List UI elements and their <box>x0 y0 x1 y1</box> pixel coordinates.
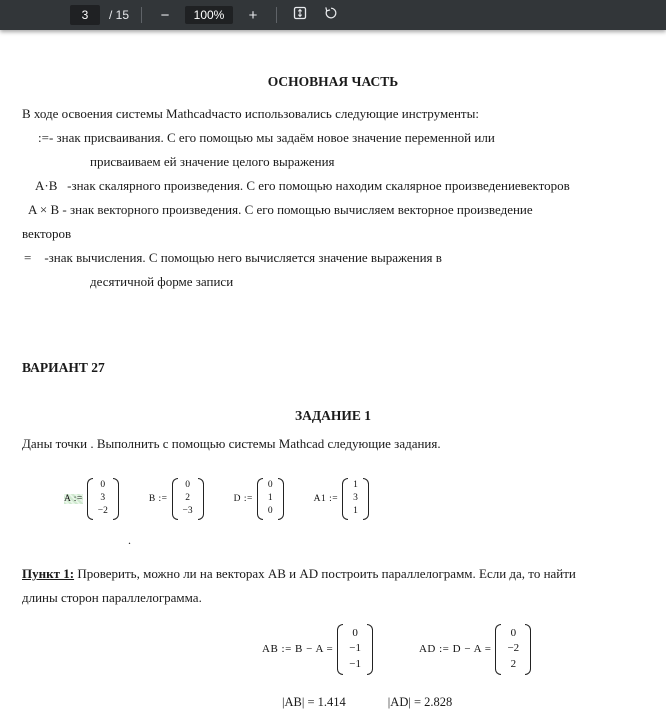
tool-line-assign: :=- знак присваивания. С его помощью мы задаём новое значение переменной или <box>38 130 495 145</box>
matrix-B <box>149 478 204 520</box>
point1-paragraph-2: длины сторон параллелограмма. <box>22 589 202 605</box>
paren-right <box>363 478 369 520</box>
fit-to-page-button[interactable] <box>289 4 311 26</box>
intro-paragraph: В ходе освоения системы Mathcadчасто использовались следующие инструменты: <box>22 106 479 121</box>
matrix-cell: 1 <box>267 492 273 503</box>
zoom-in-button[interactable]: + <box>242 4 264 26</box>
zoom-level-display: 100% <box>185 6 233 24</box>
matrix-D-label: D := <box>233 493 253 504</box>
matrix-cell: −3 <box>182 505 193 516</box>
matrix-cell: 0 <box>267 480 273 490</box>
tool-line-cross-2: векторов <box>22 226 72 241</box>
toolbar-divider <box>141 7 142 23</box>
point1-paragraph <box>22 562 644 586</box>
matrix-cell: 0 <box>267 505 273 516</box>
matrix-cell: 2 <box>185 492 190 503</box>
page-number-input[interactable] <box>70 5 100 25</box>
matrix-cell: −1 <box>349 658 361 671</box>
matrix-cell: −2 <box>97 505 108 516</box>
matrix-cell: 2 <box>510 658 517 671</box>
tool-line-assign-2: присваиваем ей значение целого выражения <box>90 154 335 169</box>
magnitude-AD: |AD| = 2.828 <box>387 694 453 709</box>
point1-text: Проверить, можно ли на векторах AB и AD построить параллелограмм. Если да, то найти <box>74 565 576 581</box>
rotate-counterclockwise-icon <box>324 6 338 24</box>
magnitude-AB: |AB| = 1.414 <box>282 694 346 709</box>
toolbar-divider <box>276 7 277 23</box>
matrix-cell: 3 <box>353 492 358 503</box>
matrix-A-label: A := <box>64 493 83 504</box>
tool-line-cross: A × B - знак векторного произведения. С его помощью вычисляем векторное произведение <box>28 202 533 217</box>
variant-heading: ВАРИАНТ 27 <box>22 360 105 375</box>
pdf-page <box>0 30 666 710</box>
stray-mark: . <box>128 532 131 547</box>
vector-equations <box>262 624 644 675</box>
matrix-cell: 0 <box>352 626 358 639</box>
page-total-label: / 15 <box>109 8 130 22</box>
rotate-button[interactable] <box>320 4 342 26</box>
tool-line-evaluate: = -знак вычисления. С помощью него вычисляется значение выражения в <box>24 250 442 265</box>
paren-right <box>525 624 531 675</box>
matrix-cell: 0 <box>100 480 106 490</box>
vector-magnitudes <box>282 695 644 710</box>
pdf-toolbar <box>0 0 666 30</box>
matrix-B-label: B := <box>148 493 168 504</box>
tool-line-dot-product: A·B -знак скалярного произведения. С его помощью находим скалярное произведениевекторов <box>35 178 570 193</box>
matrix-cell: 1 <box>353 505 358 516</box>
task-intro: Даны точки . Выполнить с помощью системы Mathcad следующие задания. <box>22 436 441 451</box>
paren-right <box>278 478 284 520</box>
point-definitions <box>64 478 644 520</box>
paren-right <box>367 624 373 675</box>
matrix-cell: 0 <box>510 626 517 639</box>
equation-AB-label: AB := B − A = <box>262 643 334 656</box>
matrix-A1 <box>314 478 369 520</box>
equation-AD-label: AD := D − A = <box>418 643 492 656</box>
matrix-A <box>64 478 119 520</box>
matrix-cell: −1 <box>349 642 361 655</box>
equation-AB <box>262 624 373 675</box>
equation-AD <box>419 624 531 675</box>
point1-label: Пункт 1: <box>22 565 75 581</box>
matrix-cell: −2 <box>507 642 520 655</box>
fit-to-page-icon <box>293 6 307 24</box>
matrix-cell: 3 <box>100 492 106 503</box>
matrix-cell: 1 <box>353 480 358 490</box>
task-heading: ЗАДАНИЕ 1 <box>294 408 372 423</box>
section-heading: ОСНОВНАЯ ЧАСТЬ <box>267 74 399 89</box>
paren-right <box>113 478 119 520</box>
matrix-cell: 0 <box>185 480 190 490</box>
paren-right <box>198 478 204 520</box>
zoom-out-button[interactable]: − <box>154 4 176 26</box>
matrix-A1-label: A1 := <box>313 493 339 504</box>
matrix-D <box>234 478 284 520</box>
tool-line-evaluate-2: десятичной форме записи <box>90 274 234 289</box>
